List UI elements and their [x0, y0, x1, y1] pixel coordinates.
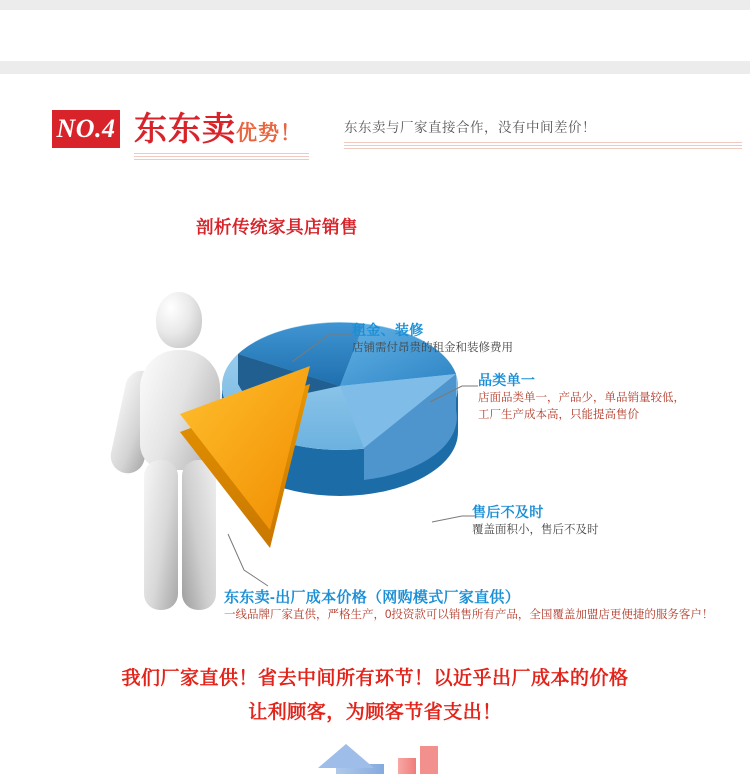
callout-dongdongmai-desc-line1: 一线品牌厂家直供，严格生产，0投资款可以销售所有产品，全国覆盖加盟店更便捷的服务客户！ — [224, 609, 714, 621]
top-blank-area — [0, 10, 750, 62]
page-title — [134, 106, 302, 157]
slogan-line-1: 我们厂家直供！省去中间所有环节！以近乎出厂成本的价格 — [121, 668, 629, 689]
slogan-line-2: 让利顾客，为顾客节省支出！ — [248, 702, 502, 723]
advantage-section-panel — [0, 74, 750, 774]
callout-service — [472, 502, 599, 539]
page-title-main: 东东卖 — [134, 110, 236, 147]
pie-chart-illustration — [0, 234, 750, 621]
top-spacer-strip — [0, 0, 750, 10]
callout-variety-label: 品类单一 — [478, 372, 536, 388]
callout-variety — [478, 370, 685, 424]
callout-service-label: 售后不及时 — [472, 504, 544, 520]
callout-variety-desc-line1: 店面品类单一，产品少，单品销量较低， — [478, 392, 685, 404]
section-heading — [52, 106, 702, 168]
callout-rent-label: 租金、装修 — [352, 322, 424, 338]
growth-arrow-bars — [280, 742, 510, 774]
section-tagline: 东东卖与厂家直接合作，没有中间差价！ — [344, 120, 596, 135]
tagline-underline-rule — [344, 142, 742, 149]
title-underline-rule — [134, 153, 309, 160]
callout-rent-desc-line1: 店铺需付昂贵的租金和装修费用 — [352, 342, 513, 354]
callout-service-desc-line1: 覆盖面积小，售后不及时 — [472, 524, 599, 536]
callout-variety-desc-line2: 工厂生产成本高，只能提高售价 — [478, 409, 639, 421]
page-title-sub: 优势！ — [236, 122, 302, 145]
callout-dongdongmai — [224, 586, 713, 624]
bottom-decorative-graphic — [0, 736, 750, 774]
section-gap-strip — [0, 62, 750, 74]
section-number-badge: NO.4 — [52, 110, 120, 148]
chart-title: 剖析传统家具店销售 — [196, 217, 358, 237]
callout-rent — [352, 320, 513, 357]
pie-slice-highlight-group — [180, 366, 310, 548]
slogan-block — [0, 662, 750, 730]
pie-chart-svg — [150, 234, 490, 574]
callout-dongdongmai-label: 东东卖-出厂成本价格（网购模式厂家直供） — [224, 589, 520, 606]
